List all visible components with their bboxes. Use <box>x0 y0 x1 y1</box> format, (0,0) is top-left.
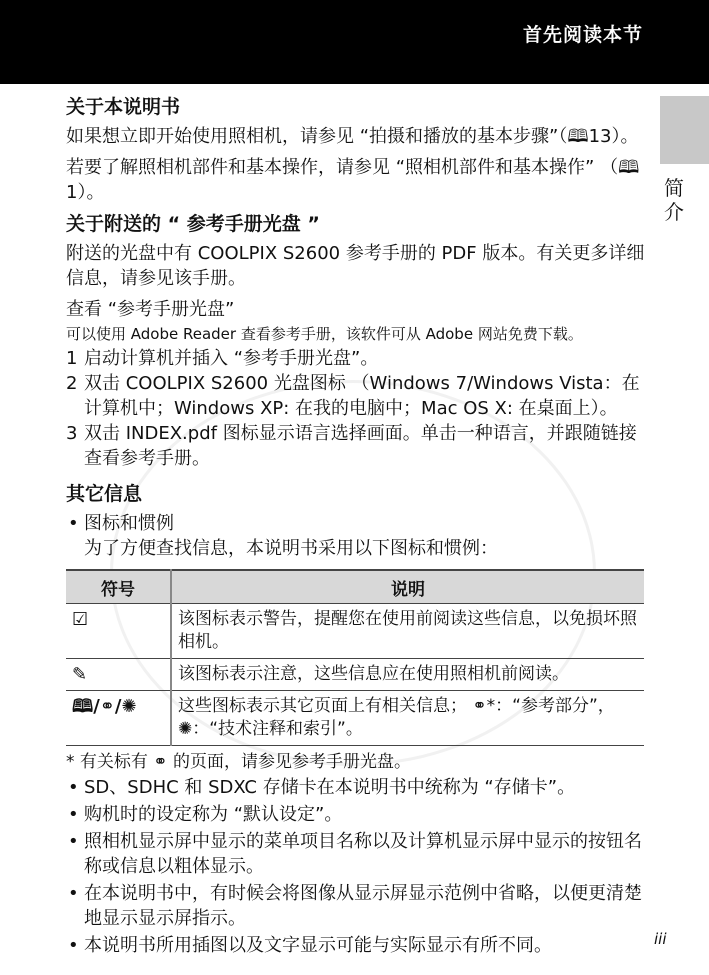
table-cell: 这些图标表示其它页面上有相关信息； ⚭*：“参考部分”， ✺：“技术注释和索引”。 <box>171 691 644 746</box>
list-item: • 购机时的设定称为 “默认设定”。 <box>66 802 646 827</box>
list-item: • 照相机显示屏中显示的菜单项目名称以及计算机显示屏中显示的按钮名称或信息以粗体显示。 <box>66 829 646 879</box>
refcd-view-title: 查看 “参考手册光盘” <box>66 299 235 320</box>
table-header-symbol: 符号 <box>66 570 171 604</box>
page-number: iii <box>654 930 667 948</box>
about-heading: 关于本说明书 <box>66 96 181 118</box>
list-item: • SD、SDHC 和 SDXC 存储卡在本说明书中统称为 “存储卡”。 <box>66 775 646 800</box>
step-item: 1 启动计算机并插入 “参考手册光盘”。 <box>66 348 379 369</box>
about-paragraph-2: 若要了解照相机部件和基本操作，请参见 “照相机部件和基本操作” （🕮1）。 <box>66 157 640 203</box>
list-item: • 在本说明书中，有时候会将图像从显示屏显示范例中省略，以便更清楚地显示显示屏指示。 <box>66 881 646 931</box>
other-list <box>66 511 646 561</box>
main-content <box>66 92 646 960</box>
warning-icon: ☑ <box>66 604 171 659</box>
table-cell: 该图标表示注意，这些信息应在使用照相机前阅读。 <box>171 659 644 691</box>
table-row <box>66 604 644 659</box>
table-row <box>66 691 644 746</box>
reference-icons: 🕮/⚭/✺ <box>66 691 171 746</box>
about-paragraph-1: 如果想立即开始使用照相机，请参见 “拍摄和播放的基本步骤”（🕮13）。 <box>66 126 639 147</box>
page-header <box>0 0 709 84</box>
icons-bullet: • 图标和惯例 为了方便查找信息，本说明书采用以下图标和惯例： <box>66 511 646 561</box>
step-item: 2 双击 COOLPIX S2600 光盘图标 （Windows 7/Windows Vista：在计算机中；Windows XP: 在我的电脑中；Mac OS X: 在桌面上）。 <box>66 373 640 419</box>
refcd-adobe-note: 可以使用 Adobe Reader 查看参考手册，该软件可从 Adobe 网站免费下载。 <box>66 325 583 343</box>
table-row <box>66 659 644 691</box>
note-pencil-icon: ✎ <box>66 659 171 691</box>
other-heading: 其它信息 <box>66 483 143 505</box>
list-item: • 本说明书所用插图以及文字显示可能与实际显示有所不同。 <box>66 933 646 958</box>
refcd-heading: 关于附送的 “ 参考手册光盘 ” <box>66 213 320 235</box>
section-title: 首先阅读本节 <box>522 24 643 46</box>
side-tab-label: 简介 <box>664 176 684 224</box>
conventions-table <box>66 569 644 746</box>
table-cell: 该图标表示警告，提醒您在使用前阅读这些信息，以免损坏照相机。 <box>171 604 644 659</box>
footnote: * 有关标有 ⚭ 的页面，请参见参考手册光盘。 <box>66 752 411 772</box>
table-header-description: 说明 <box>171 570 644 604</box>
step-item: 3 双击 INDEX.pdf 图标显示语言选择画面。单击一种语言，并跟随链接查看参考手册。 <box>66 423 637 469</box>
refcd-steps <box>66 346 646 471</box>
side-tab-marker <box>660 96 709 164</box>
refcd-paragraph: 附送的光盘中有 COOLPIX S2600 参考手册的 PDF 版本。有关更多详细信息，请参见该手册。 <box>66 243 645 289</box>
notes-list <box>66 775 646 958</box>
